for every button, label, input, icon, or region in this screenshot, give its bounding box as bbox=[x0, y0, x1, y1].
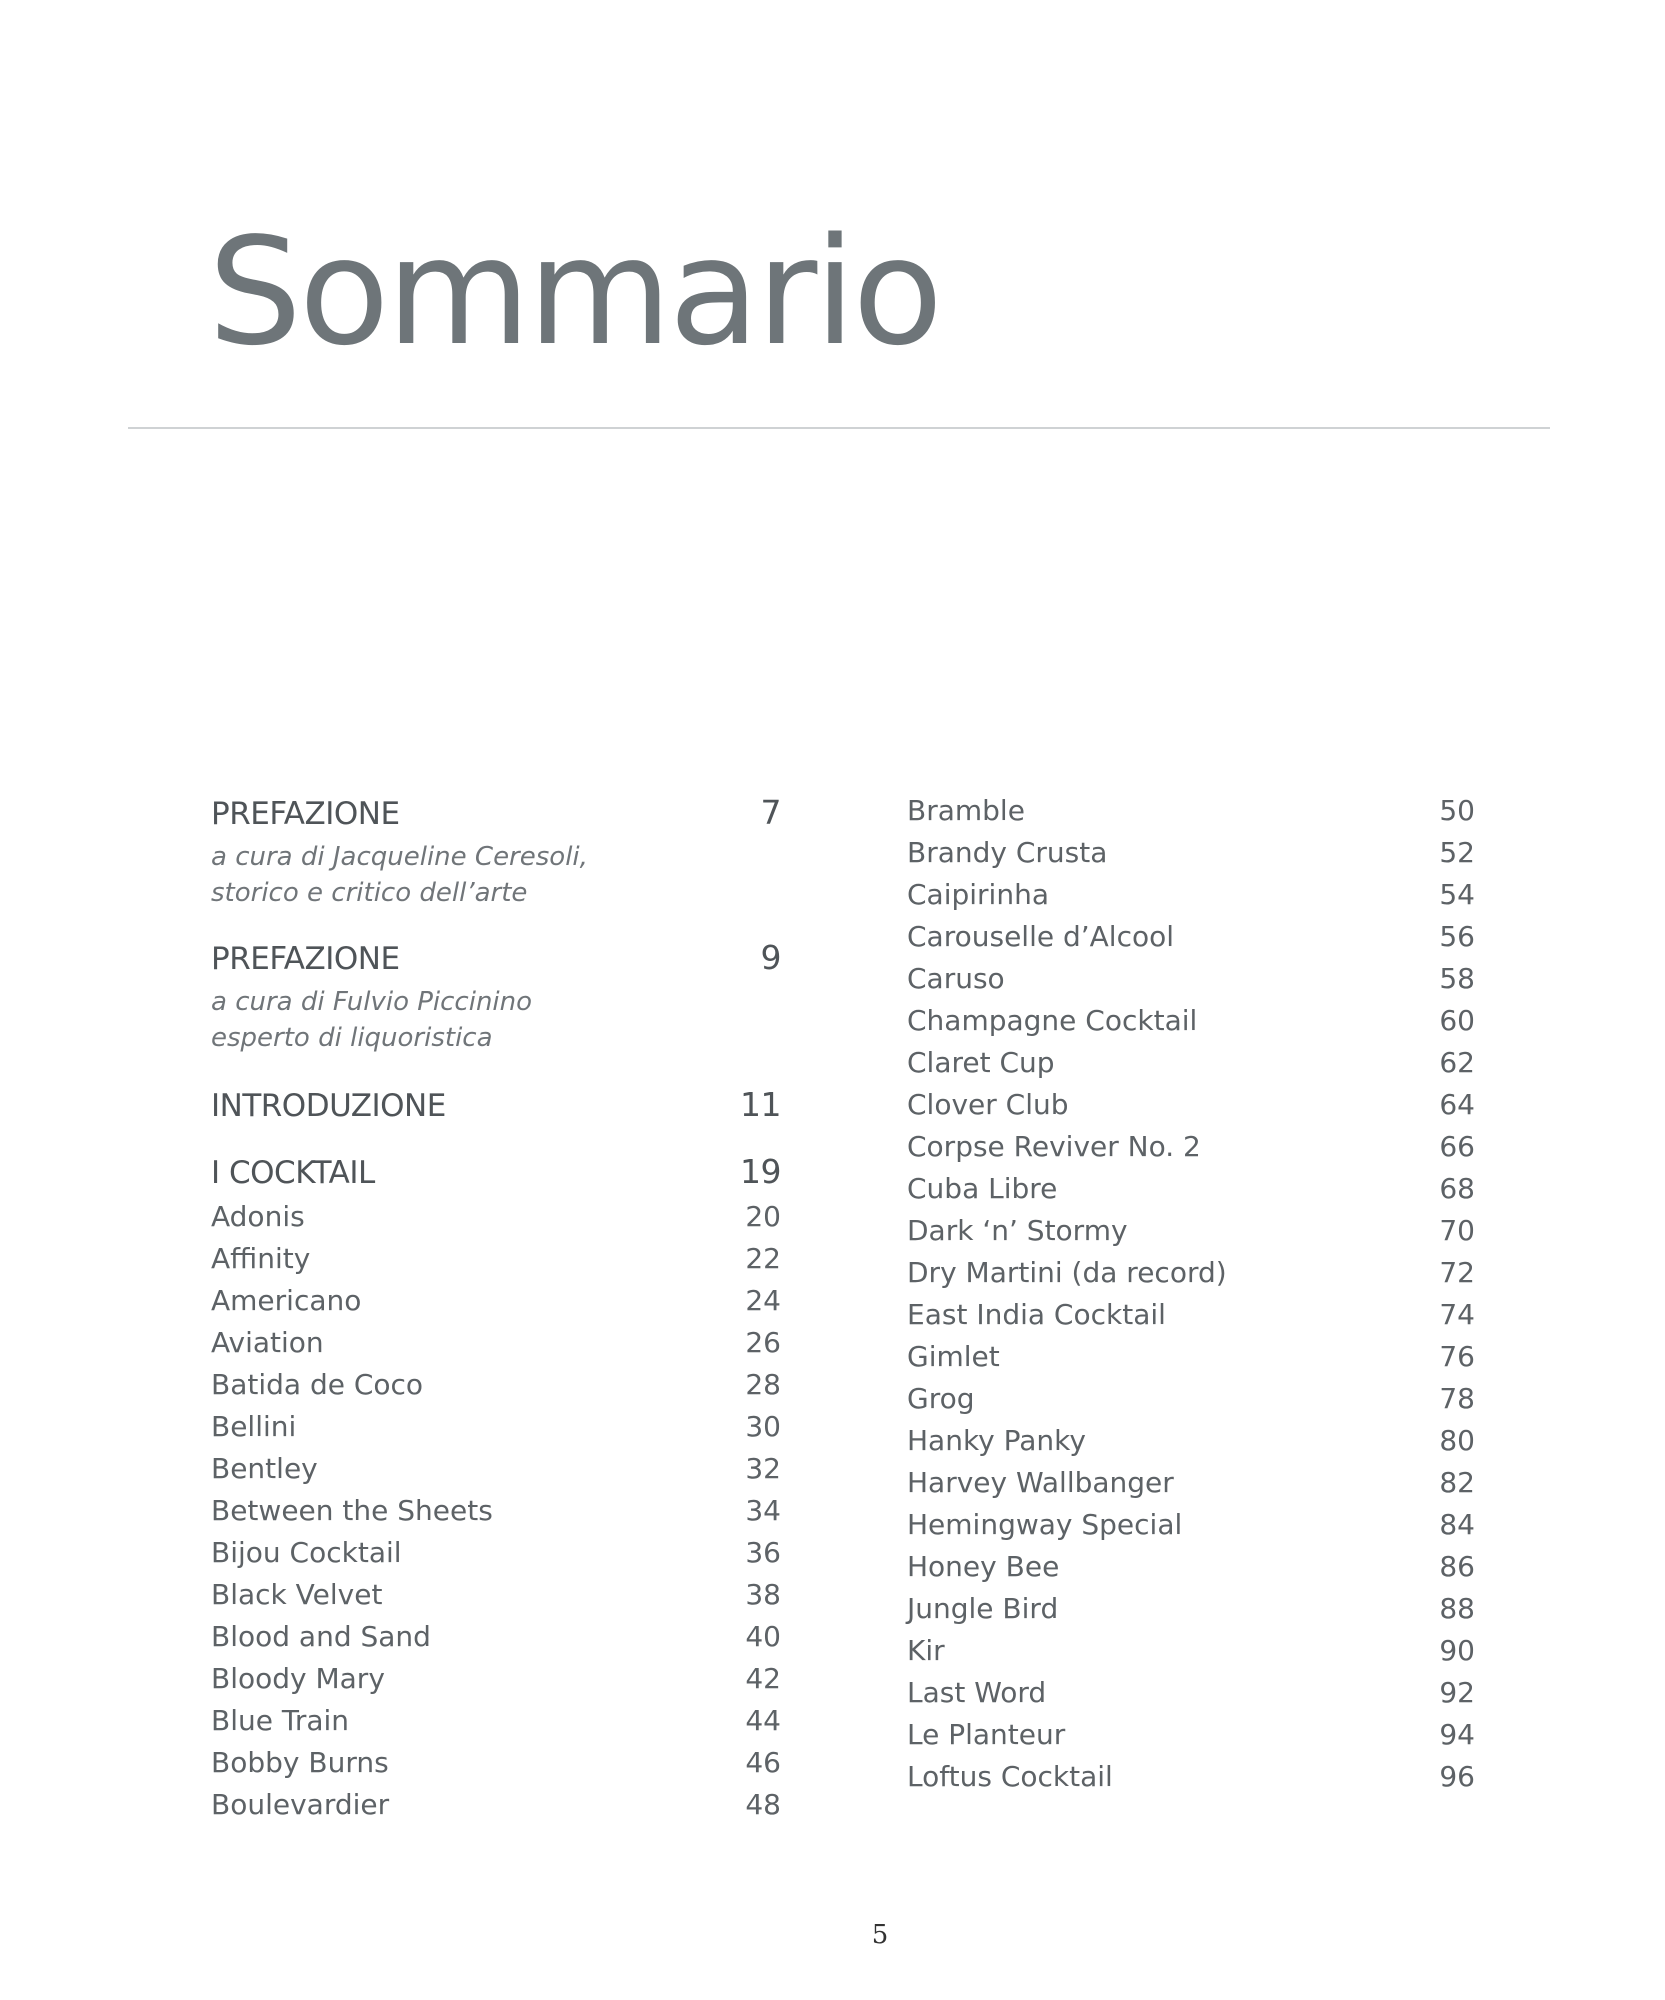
entry-name: Gimlet bbox=[907, 1340, 1000, 1373]
section-label: PREFAZIONE bbox=[211, 796, 400, 832]
section-page: 19 bbox=[740, 1152, 781, 1191]
entry-page: 22 bbox=[745, 1242, 781, 1275]
entry-page: 42 bbox=[745, 1662, 781, 1695]
toc-entry bbox=[907, 1630, 1475, 1672]
entry-name: Brandy Crusta bbox=[907, 836, 1108, 869]
toc-entry bbox=[907, 1756, 1475, 1798]
entry-page: 50 bbox=[1439, 794, 1475, 827]
toc-entry bbox=[907, 790, 1475, 832]
entry-name: Blue Train bbox=[211, 1704, 350, 1737]
entry-name: Bijou Cocktail bbox=[211, 1536, 402, 1569]
entry-name: Americano bbox=[211, 1284, 362, 1317]
toc-entry bbox=[907, 1294, 1475, 1336]
page-title: Sommario bbox=[208, 206, 941, 378]
entry-page: 56 bbox=[1439, 920, 1475, 953]
toc-entry bbox=[907, 874, 1475, 916]
entry-page: 90 bbox=[1439, 1634, 1475, 1667]
entry-page: 94 bbox=[1439, 1718, 1475, 1751]
toc-entry bbox=[211, 1742, 781, 1784]
toc-entry bbox=[907, 958, 1475, 1000]
entry-name: Caruso bbox=[907, 962, 1005, 995]
toc-entry bbox=[211, 1448, 781, 1490]
toc-entry bbox=[907, 832, 1475, 874]
section-page: 7 bbox=[760, 793, 781, 832]
entry-name: Jungle Bird bbox=[907, 1592, 1059, 1625]
entry-page: 40 bbox=[745, 1620, 781, 1653]
toc-entry bbox=[211, 1196, 781, 1238]
entry-name: Le Planteur bbox=[907, 1718, 1066, 1751]
entry-page: 74 bbox=[1439, 1298, 1475, 1331]
entry-name: Bentley bbox=[211, 1452, 318, 1485]
toc-entry bbox=[211, 1280, 781, 1322]
toc-entry bbox=[907, 1672, 1475, 1714]
entry-page: 64 bbox=[1439, 1088, 1475, 1121]
toc-entry bbox=[907, 1714, 1475, 1756]
entry-name: Honey Bee bbox=[907, 1550, 1060, 1583]
toc-entry bbox=[907, 1504, 1475, 1546]
entry-name: Loftus Cocktail bbox=[907, 1760, 1113, 1793]
toc-entry bbox=[211, 1658, 781, 1700]
toc-entry bbox=[211, 1238, 781, 1280]
section-note bbox=[211, 984, 781, 1056]
section-label: PREFAZIONE bbox=[211, 941, 400, 977]
entry-name: Clover Club bbox=[907, 1088, 1069, 1121]
entry-name: Black Velvet bbox=[211, 1578, 383, 1611]
entry-name: Boulevardier bbox=[211, 1788, 390, 1821]
toc-entry bbox=[211, 1490, 781, 1532]
toc-entry bbox=[907, 1084, 1475, 1126]
entry-page: 82 bbox=[1439, 1466, 1475, 1499]
toc-entry bbox=[211, 1616, 781, 1658]
entry-name: Harvey Wallbanger bbox=[907, 1466, 1174, 1499]
toc-entry bbox=[907, 1378, 1475, 1420]
entry-name: Carouselle d’Alcool bbox=[907, 920, 1175, 953]
entry-name: Hanky Panky bbox=[907, 1424, 1086, 1457]
toc-entry bbox=[907, 1000, 1475, 1042]
toc-entry bbox=[211, 1532, 781, 1574]
entry-name: Corpse Reviver No. 2 bbox=[907, 1130, 1201, 1163]
toc-entry bbox=[907, 1126, 1475, 1168]
entry-page: 84 bbox=[1439, 1508, 1475, 1541]
entry-page: 86 bbox=[1439, 1550, 1475, 1583]
entry-name: Champagne Cocktail bbox=[907, 1004, 1198, 1037]
entry-name: Adonis bbox=[211, 1200, 305, 1233]
entry-page: 60 bbox=[1439, 1004, 1475, 1037]
entry-page: 62 bbox=[1439, 1046, 1475, 1079]
entry-page: 46 bbox=[745, 1746, 781, 1779]
entry-page: 76 bbox=[1439, 1340, 1475, 1373]
toc-right-column bbox=[907, 790, 1475, 1798]
toc-entry bbox=[907, 1210, 1475, 1252]
toc-entry bbox=[211, 1322, 781, 1364]
toc-section-prefazione-1 bbox=[211, 790, 781, 911]
section-page: 11 bbox=[740, 1085, 781, 1124]
section-note-line: esperto di liquoristica bbox=[211, 1023, 493, 1053]
entry-page: 24 bbox=[745, 1284, 781, 1317]
entry-name: Cuba Libre bbox=[907, 1172, 1058, 1205]
section-page: 9 bbox=[760, 938, 781, 977]
entry-name: Bloody Mary bbox=[211, 1662, 385, 1695]
title-divider bbox=[128, 427, 1550, 429]
entry-name: Last Word bbox=[907, 1676, 1047, 1709]
toc-entry bbox=[907, 1252, 1475, 1294]
toc-entry bbox=[907, 1546, 1475, 1588]
entry-name: East India Cocktail bbox=[907, 1298, 1166, 1331]
entry-page: 52 bbox=[1439, 836, 1475, 869]
section-label: INTRODUZIONE bbox=[211, 1088, 446, 1124]
entry-page: 58 bbox=[1439, 962, 1475, 995]
toc-entry bbox=[211, 1574, 781, 1616]
section-note-line: a cura di Jacqueline Ceresoli, bbox=[211, 842, 588, 872]
toc-entry bbox=[211, 1700, 781, 1742]
toc-section-cocktail bbox=[211, 1149, 781, 1196]
entry-name: Bobby Burns bbox=[211, 1746, 389, 1779]
entry-page: 92 bbox=[1439, 1676, 1475, 1709]
entry-page: 28 bbox=[745, 1368, 781, 1401]
entry-page: 96 bbox=[1439, 1760, 1475, 1793]
entry-page: 78 bbox=[1439, 1382, 1475, 1415]
section-note-line: a cura di Fulvio Piccinino bbox=[211, 987, 533, 1017]
entry-name: Aviation bbox=[211, 1326, 324, 1359]
section-note bbox=[211, 839, 781, 911]
entry-page: 32 bbox=[745, 1452, 781, 1485]
entry-page: 34 bbox=[745, 1494, 781, 1527]
entry-name: Bramble bbox=[907, 794, 1025, 827]
entry-name: Grog bbox=[907, 1382, 975, 1415]
entry-page: 88 bbox=[1439, 1592, 1475, 1625]
entry-page: 44 bbox=[745, 1704, 781, 1737]
page-number: 5 bbox=[871, 1920, 889, 1950]
entry-page: 70 bbox=[1439, 1214, 1475, 1247]
toc-entry bbox=[907, 1588, 1475, 1630]
entry-page: 72 bbox=[1439, 1256, 1475, 1289]
toc-entry bbox=[907, 1462, 1475, 1504]
toc-entry bbox=[211, 1364, 781, 1406]
toc-entry bbox=[211, 1784, 781, 1826]
toc-entry bbox=[907, 1168, 1475, 1210]
section-note-line: storico e critico dell’arte bbox=[211, 878, 528, 908]
entry-name: Hemingway Special bbox=[907, 1508, 1183, 1541]
entry-name: Between the Sheets bbox=[211, 1494, 493, 1527]
cocktail-list-right bbox=[907, 790, 1475, 1798]
entry-page: 80 bbox=[1439, 1424, 1475, 1457]
toc-section-introduzione bbox=[211, 1082, 781, 1129]
entry-name: Kir bbox=[907, 1634, 945, 1667]
toc-entry bbox=[211, 1406, 781, 1448]
entry-page: 54 bbox=[1439, 878, 1475, 911]
toc-entry bbox=[907, 1420, 1475, 1462]
entry-name: Claret Cup bbox=[907, 1046, 1055, 1079]
entry-name: Caipirinha bbox=[907, 878, 1049, 911]
entry-name: Batida de Coco bbox=[211, 1368, 424, 1401]
toc-section-prefazione-2 bbox=[211, 935, 781, 1056]
entry-name: Dry Martini (da record) bbox=[907, 1256, 1227, 1289]
entry-page: 66 bbox=[1439, 1130, 1475, 1163]
entry-page: 48 bbox=[745, 1788, 781, 1821]
entry-page: 20 bbox=[745, 1200, 781, 1233]
entry-name: Bellini bbox=[211, 1410, 297, 1443]
entry-name: Blood and Sand bbox=[211, 1620, 431, 1653]
entry-page: 68 bbox=[1439, 1172, 1475, 1205]
toc-entry bbox=[907, 1336, 1475, 1378]
entry-name: Affinity bbox=[211, 1242, 311, 1275]
entry-page: 38 bbox=[745, 1578, 781, 1611]
entry-name: Dark ‘n’ Stormy bbox=[907, 1214, 1128, 1247]
toc-entry bbox=[907, 1042, 1475, 1084]
toc-left-column bbox=[211, 790, 781, 1826]
toc-entry bbox=[907, 916, 1475, 958]
entry-page: 26 bbox=[745, 1326, 781, 1359]
entry-page: 30 bbox=[745, 1410, 781, 1443]
section-label: I COCKTAIL bbox=[211, 1155, 375, 1191]
entry-page: 36 bbox=[745, 1536, 781, 1569]
cocktail-list-left bbox=[211, 1196, 781, 1826]
